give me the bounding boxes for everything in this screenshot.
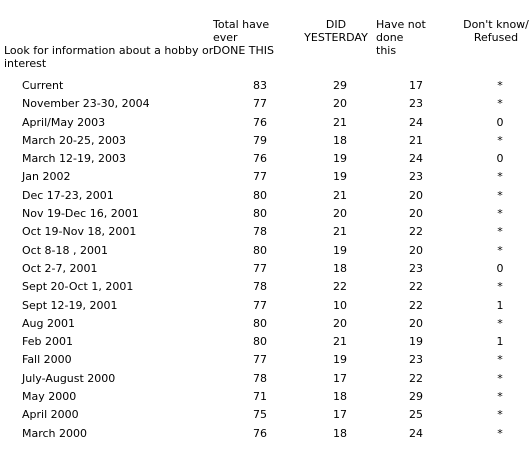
row-label: March 20-25, 2003	[22, 133, 126, 147]
cell-total: 80	[253, 316, 267, 330]
cell-not-done: 20	[409, 243, 423, 257]
cell-dont-know: 0	[496, 261, 504, 275]
cell-total: 83	[253, 79, 267, 92]
row-label: Oct 2-7, 2001	[22, 261, 98, 275]
cell-dont-know: *	[497, 243, 503, 257]
cell-not-done: 24	[409, 426, 423, 440]
cell-yesterday: 18	[333, 390, 347, 404]
cell-not-done: 29	[409, 390, 423, 404]
cell-total: 76	[253, 152, 267, 166]
cell-not-done: 22	[409, 298, 423, 312]
table-row	[0, 77, 530, 95]
cell-total: 80	[253, 188, 267, 202]
cell-dont-know: *	[497, 316, 503, 330]
cell-dont-know: *	[497, 426, 503, 440]
cell-yesterday: 19	[333, 152, 347, 166]
table-row	[0, 278, 530, 296]
cell-total: 78	[253, 280, 267, 294]
cell-dont-know: *	[497, 188, 503, 202]
table-row	[0, 168, 530, 186]
cell-yesterday: 22	[333, 280, 347, 294]
row-label: April 2000	[22, 408, 79, 422]
cell-total: 78	[253, 371, 267, 385]
cell-yesterday: 10	[333, 298, 347, 312]
cell-yesterday: 18	[333, 133, 347, 147]
table-row	[0, 205, 530, 223]
cell-yesterday: 19	[333, 170, 347, 184]
row-label: April/May 2003	[22, 115, 106, 129]
cell-yesterday: 21	[333, 335, 347, 349]
cell-not-done: 23	[409, 97, 423, 111]
cell-not-done: 21	[409, 133, 423, 147]
table-row	[0, 297, 530, 315]
cell-not-done: 20	[409, 207, 423, 221]
cell-dont-know: *	[497, 133, 503, 147]
cell-yesterday: 18	[333, 426, 347, 440]
cell-dont-know: *	[497, 280, 503, 294]
cell-total: 77	[253, 97, 267, 111]
cell-total: 77	[253, 298, 267, 312]
data-table	[0, 77, 530, 443]
table-row	[0, 242, 530, 260]
row-label: Oct 19-Nov 18, 2001	[22, 225, 137, 239]
cell-yesterday: 29	[333, 79, 347, 92]
row-label: July-August 2000	[22, 371, 116, 385]
row-label: March 2000	[22, 426, 88, 440]
cell-yesterday: 17	[333, 371, 347, 385]
cell-total: 77	[253, 353, 267, 367]
cell-not-done: 24	[409, 115, 423, 129]
table-row	[0, 333, 530, 351]
cell-dont-know: *	[497, 408, 503, 422]
cell-not-done: 17	[409, 79, 423, 92]
table-row	[0, 388, 530, 406]
cell-yesterday: 20	[333, 316, 347, 330]
cell-total: 71	[253, 390, 267, 404]
column-header-not-done: Have not done this	[376, 18, 426, 57]
table-row	[0, 150, 530, 168]
table-row	[0, 425, 530, 443]
table-row	[0, 95, 530, 113]
row-label: Aug 2001	[22, 316, 75, 330]
cell-yesterday: 21	[333, 115, 347, 129]
column-header-dont-know: Don't know/ Refused	[463, 18, 529, 44]
cell-dont-know: *	[497, 207, 503, 221]
row-label: Oct 8-18 , 2001	[22, 243, 108, 257]
row-label: Dec 17-23, 2001	[22, 188, 114, 202]
cell-total: 80	[253, 243, 267, 257]
table-row	[0, 406, 530, 424]
cell-not-done: 22	[409, 225, 423, 239]
cell-not-done: 25	[409, 408, 423, 422]
row-label: Current	[22, 79, 64, 92]
cell-yesterday: 17	[333, 408, 347, 422]
cell-dont-know: 1	[496, 335, 504, 349]
table-row	[0, 370, 530, 388]
column-header-yesterday: DID YESTERDAY	[304, 18, 368, 44]
cell-dont-know: 0	[496, 152, 504, 166]
cell-yesterday: 20	[333, 97, 347, 111]
row-label: November 23-30, 2004	[22, 97, 150, 111]
cell-total: 77	[253, 170, 267, 184]
cell-not-done: 23	[409, 353, 423, 367]
cell-yesterday: 18	[333, 261, 347, 275]
cell-dont-know: *	[497, 371, 503, 385]
cell-not-done: 22	[409, 371, 423, 385]
cell-dont-know: 0	[496, 115, 504, 129]
cell-total: 76	[253, 115, 267, 129]
cell-yesterday: 19	[333, 353, 347, 367]
cell-not-done: 22	[409, 280, 423, 294]
cell-yesterday: 21	[333, 225, 347, 239]
row-label: Sept 20-Oct 1, 2001	[22, 280, 134, 294]
row-label: Nov 19-Dec 16, 2001	[22, 207, 139, 221]
cell-total: 79	[253, 133, 267, 147]
cell-yesterday: 19	[333, 243, 347, 257]
cell-not-done: 23	[409, 261, 423, 275]
table-row	[0, 187, 530, 205]
table-row	[0, 223, 530, 241]
cell-dont-know: *	[497, 353, 503, 367]
column-header-total: Total have ever DONE THIS	[213, 18, 275, 57]
table-row	[0, 315, 530, 333]
table-row	[0, 132, 530, 150]
row-label: Feb 2001	[22, 335, 73, 349]
row-label: March 12-19, 2003	[22, 152, 126, 166]
cell-not-done: 24	[409, 152, 423, 166]
cell-not-done: 20	[409, 316, 423, 330]
cell-dont-know: *	[497, 170, 503, 184]
cell-total: 76	[253, 426, 267, 440]
cell-total: 77	[253, 261, 267, 275]
question-label: Look for information about a hobby or interest	[4, 44, 214, 70]
row-label: Jan 2002	[22, 170, 71, 184]
cell-yesterday: 21	[333, 188, 347, 202]
cell-total: 75	[253, 408, 267, 422]
table-row	[0, 114, 530, 132]
cell-dont-know: 1	[496, 298, 504, 312]
cell-not-done: 23	[409, 170, 423, 184]
cell-yesterday: 20	[333, 207, 347, 221]
cell-total: 78	[253, 225, 267, 239]
cell-total: 80	[253, 207, 267, 221]
cell-dont-know: *	[497, 390, 503, 404]
cell-not-done: 19	[409, 335, 423, 349]
cell-dont-know: *	[497, 225, 503, 239]
row-label: May 2000	[22, 390, 77, 404]
table-row	[0, 260, 530, 278]
cell-dont-know: *	[497, 97, 503, 111]
table-row	[0, 351, 530, 369]
cell-not-done: 20	[409, 188, 423, 202]
cell-dont-know: *	[497, 79, 503, 92]
row-label: Sept 12-19, 2001	[22, 298, 118, 312]
cell-total: 80	[253, 335, 267, 349]
row-label: Fall 2000	[22, 353, 72, 367]
